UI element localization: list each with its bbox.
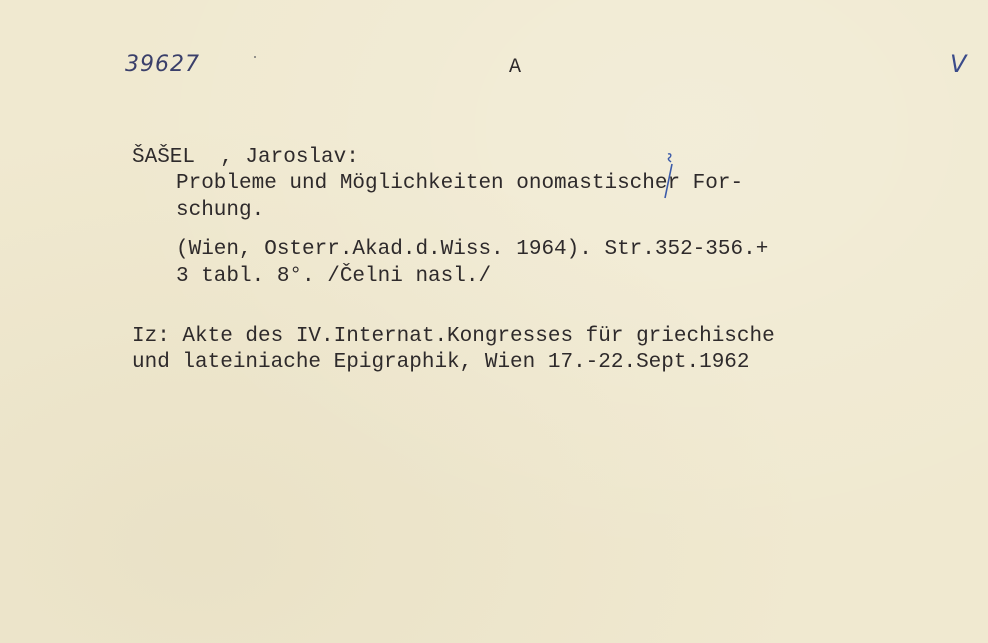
handwritten-correction-mark [661, 152, 675, 200]
source-line-2: und lateiniache Epigraphik, Wien 17.-22.Sept.1962 [132, 351, 750, 374]
title-line-1: Probleme und Möglichkeiten onomastischer For- [176, 172, 744, 195]
imprint-line-1: (Wien, Osterr.Akad.d.Wiss. 1964). Str.352-356.+ [176, 238, 769, 261]
imprint-line-2: 3 tabl. 8°. /Čelni nasl./ [176, 265, 492, 288]
title-line-2: schung. [176, 199, 265, 222]
accession-number: 39627 [125, 52, 200, 77]
check-mark: V [950, 50, 967, 78]
ink-speck [254, 56, 256, 58]
source-line-1: Iz: Akte des IV.Internat.Kongresses für griechische [132, 325, 775, 348]
author-line: ŠAŠEL , Jaroslav: [132, 146, 359, 169]
section-letter: A [509, 56, 522, 79]
